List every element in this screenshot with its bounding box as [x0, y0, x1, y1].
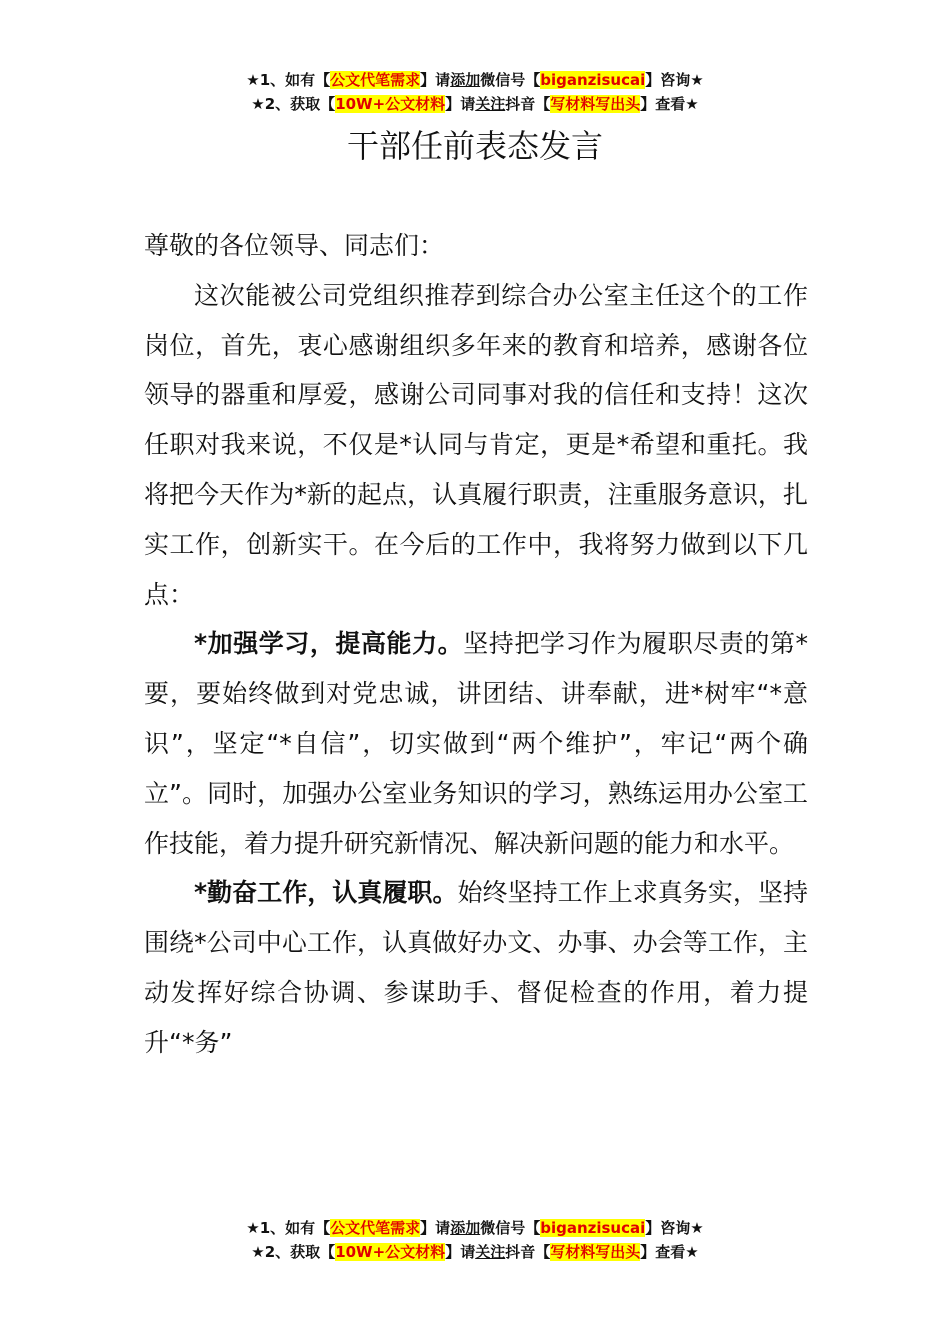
promo-douyin-id: 写材料写出头 — [550, 95, 641, 113]
promo-line-1 — [0, 68, 950, 92]
salutation: 尊敬的各位领导、同志们： — [144, 231, 445, 260]
promo-underlined: 添加 — [450, 1219, 481, 1237]
promo-text: ★2、获取【 — [251, 1243, 336, 1261]
promo-banner-bottom — [0, 1216, 950, 1264]
point-heading: *勤奋工作，认真履职。 — [194, 878, 458, 908]
document-body — [144, 221, 808, 1068]
promo-line-2 — [0, 1240, 950, 1264]
promo-text: 】请 — [420, 71, 451, 89]
promo-text: 】请 — [420, 1219, 451, 1237]
promo-line-2 — [0, 92, 950, 116]
point-heading: *加强学习，提高能力。 — [194, 629, 464, 659]
promo-highlight: 10W+公文材料 — [335, 1243, 446, 1261]
promo-text: 微信号【 — [480, 1219, 541, 1237]
promo-text: ★1、如有【 — [246, 71, 331, 89]
promo-text: 】请 — [445, 1243, 476, 1261]
promo-banner-top — [0, 68, 950, 116]
promo-text: 】查看★ — [640, 1243, 699, 1261]
promo-highlight: 公文代笔需求 — [330, 1219, 421, 1237]
promo-line-1 — [0, 1216, 950, 1240]
promo-text: 微信号【 — [480, 71, 541, 89]
promo-text: ★2、获取【 — [251, 95, 336, 113]
point-body: 始终坚持工作上求真务实，坚持围绕*公司中心工作，认真做好办文、办事、办会等工作，主动发挥好综合协调、参谋助手、督促检查的作用，着力提升“*务” — [144, 878, 808, 1057]
promo-text: ★1、如有【 — [246, 1219, 331, 1237]
promo-wechat-id: biganzisucai — [540, 71, 646, 89]
promo-douyin-id: 写材料写出头 — [550, 1243, 641, 1261]
promo-underlined: 关注 — [475, 95, 506, 113]
point-paragraph-1 — [144, 619, 808, 868]
promo-underlined: 添加 — [450, 71, 481, 89]
point-paragraph-2 — [144, 868, 808, 1067]
promo-highlight: 10W+公文材料 — [335, 95, 446, 113]
promo-text: 抖音【 — [505, 95, 551, 113]
point-body: 坚持把学习作为履职尽责的第*要，要始终做到对党忠诚，讲团结、讲奉献，进*树牢“*意识”，坚定“*自信”，切实做到“两个维护”，牢记“两个确立”。同时，加强办公室业务知识的学习，熟练运用办公室工作技能，着力提升研究新情况、解决新问题的能力和水平。 — [144, 629, 808, 858]
promo-text: 】咨询★ — [645, 1219, 704, 1237]
promo-text: 】查看★ — [640, 95, 699, 113]
intro-paragraph: 这次能被公司党组织推荐到综合办公室主任这个的工作岗位，首先，衷心感谢组织多年来的教育和培养，感谢各位领导的器重和厚爱，感谢公司同事对我的信任和支持！这次任职对我来说，不仅是*认同与肯定，更是*希望和重托。我将把今天作为*新的起点，认真履行职责，注重服务意识，扎实工作，创新实干。在今后的工作中，我将努力做到以下几点： — [144, 280, 808, 609]
promo-wechat-id: biganzisucai — [540, 1219, 646, 1237]
promo-text: 】请 — [445, 95, 476, 113]
document-title: 干部任前表态发言 — [346, 127, 603, 165]
promo-text: 抖音【 — [505, 1243, 551, 1261]
promo-highlight: 公文代笔需求 — [330, 71, 421, 89]
promo-text: 】咨询★ — [645, 71, 704, 89]
promo-underlined: 关注 — [475, 1243, 506, 1261]
